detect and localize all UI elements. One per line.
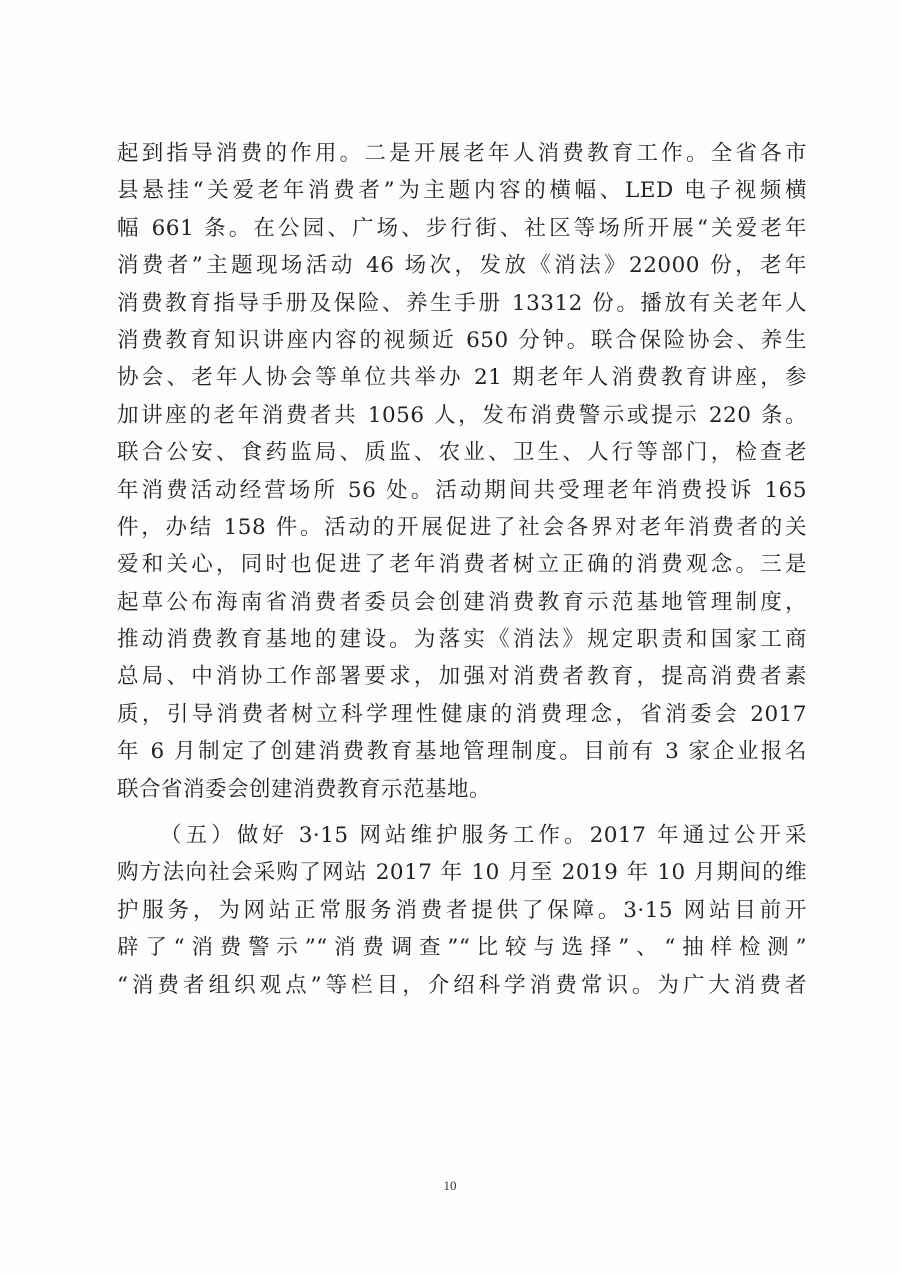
text-line: 联合公安、食药监局、质监、农业、卫生、人行等部门，检查老 [117, 440, 807, 466]
text-line: 质，引导消费者树立科学理性健康的消费理念，省消委会 2017 [117, 701, 807, 727]
text-line: 联合省消委会创建消费教育示范基地。 [117, 776, 492, 802]
text-line: 总局、中消协工作部署要求，加强对消费者教育，提高消费者素 [117, 664, 807, 690]
body-text [117, 135, 807, 1004]
text-line: 件，办结 158 件。活动的开展促进了社会各界对老年消费者的关 [117, 514, 807, 540]
text-line: 协会、老年人协会等单位共举办 21 期老年人消费教育讲座，参 [117, 365, 807, 391]
text-line: 消费者”主题现场活动 46 场次，发放《消法》22000 份，老年 [117, 253, 807, 279]
text-line: “消费者组织观点”等栏目，介绍科学消费常识。为广大消费者 [117, 972, 807, 998]
text-line: 幅 661 条。在公园、广场、步行街、社区等场所开展“关爱老年 [117, 215, 807, 241]
text-line: 推动消费教育基地的建设。为落实《消法》规定职责和国家工商 [117, 627, 807, 653]
text-line: 加讲座的老年消费者共 1056 人，发布消费警示或提示 220 条。 [117, 402, 807, 428]
text-line: 起草公布海南省消费者委员会创建消费教育示范基地管理制度， [117, 589, 807, 615]
text-line: 年 6 月制定了创建消费教育基地管理制度。目前有 3 家企业报名 [117, 739, 807, 765]
text-line: 爱和关心，同时也促进了老年消费者树立正确的消费观念。三是 [117, 552, 807, 578]
page-number: 10 [443, 1178, 457, 1193]
text-line: （五）做好 3·15 网站维护服务工作。2017 年通过公开采 [160, 823, 807, 849]
text-line: 护服务，为网站正常服务消费者提供了保障。3·15 网站目前开 [117, 897, 807, 923]
text-line: 消费教育指导手册及保险、养生手册 13312 份。播放有关老年人 [117, 290, 807, 316]
text-line: 起到指导消费的作用。二是开展老年人消费教育工作。全省各市 [117, 141, 807, 166]
text-line: 消费教育知识讲座内容的视频近 650 分钟。联合保险协会、养生 [117, 327, 807, 353]
text-line: 辟了“消费警示”“消费调查”“比较与选择”、“抽样检测” [117, 935, 807, 961]
text-line: 县悬挂“关爱老年消费者”为主题内容的横幅、LED 电子视频横 [117, 178, 807, 204]
text-line: 年消费活动经营场所 56 处。活动期间共受理老年消费投诉 165 [117, 477, 807, 503]
text-line: 购方法向社会采购了网站 2017 年 10 月至 2019 年 10 月期间的维 [117, 860, 807, 886]
paragraph-gap [117, 808, 807, 817]
